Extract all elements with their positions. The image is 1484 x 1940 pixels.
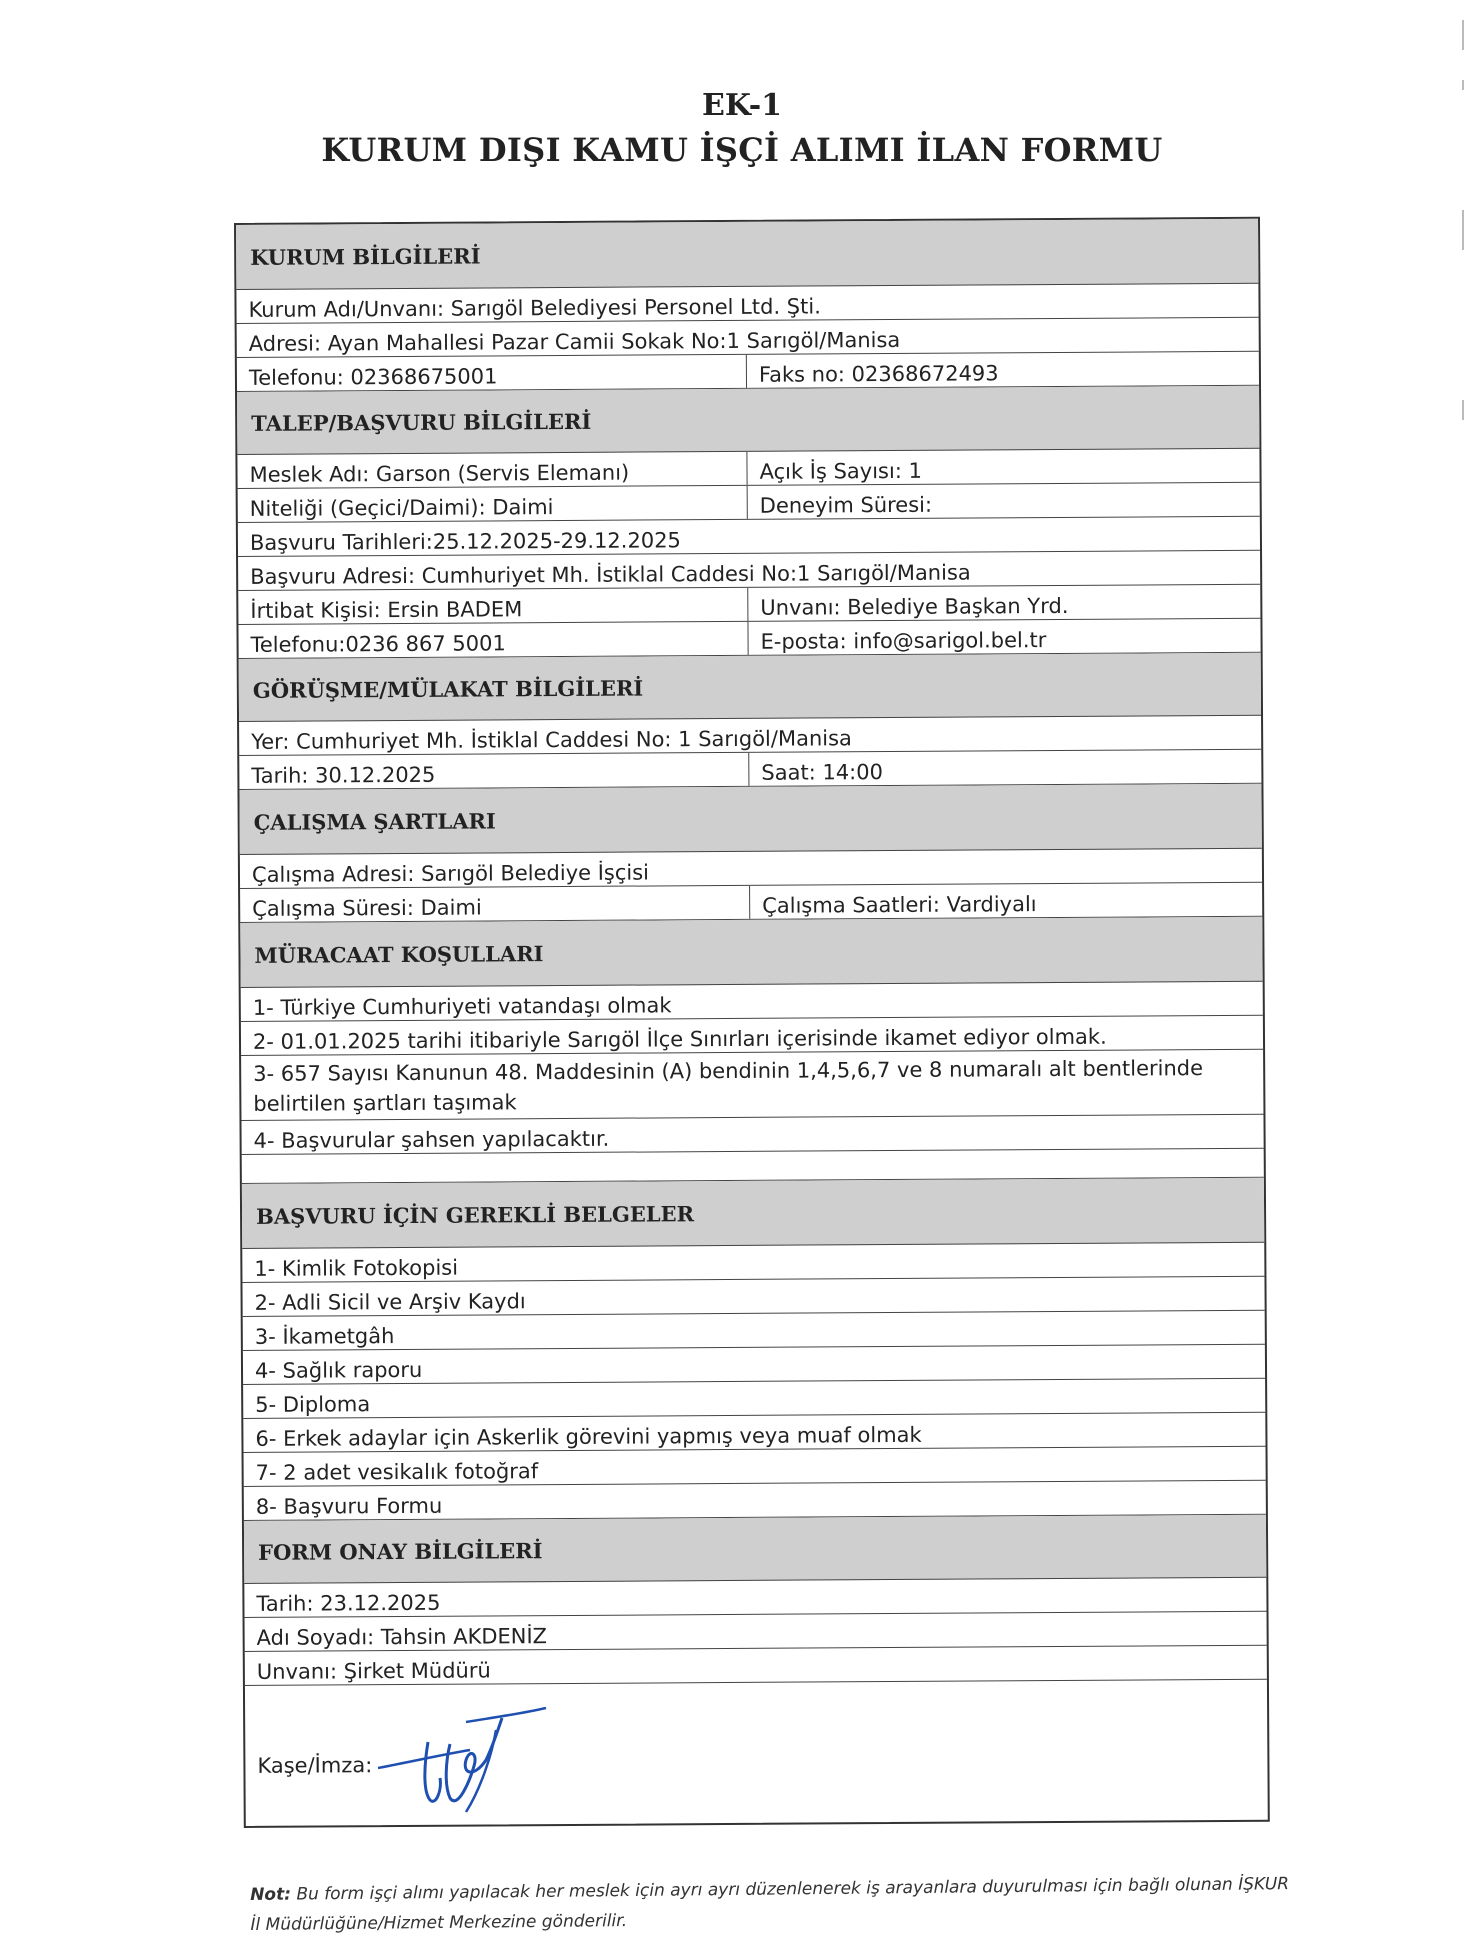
document-heading	[0, 84, 1484, 172]
section-muracaat-title: MÜRACAAT KOŞULLARI	[240, 917, 1262, 988]
announcement-form	[234, 217, 1270, 1828]
calisma-saatleri: Çalışma Saatleri: Vardiyalı	[762, 892, 1037, 918]
muracaat-kosulu-4: 4- Başvurular şahsen yapılacaktır.	[253, 1126, 610, 1153]
note-label: Not:	[250, 1884, 292, 1905]
footer-note	[250, 1869, 1291, 1940]
calisma-adresi: Çalışma Adresi: Sarıgöl Belediye İşçisi	[251, 860, 650, 887]
irtibat-kisisi: İrtibat Kişisi: Ersin BADEM	[238, 588, 748, 624]
belge-8: 8- Başvuru Formu	[255, 1493, 443, 1519]
section-gorusme-title: GÖRÜŞME/MÜLAKAT BİLGİLERİ	[239, 653, 1261, 722]
muracaat-kosulu-3: 3- 657 Sayısı Kanunun 48. Maddesinin (A) bendinin 1,4,5,6,7 ve 8 numaralı alt bentlerinde belirtilen şartları taşımak	[253, 1056, 1204, 1116]
belge-1: 1- Kimlik Fotokopisi	[254, 1255, 459, 1281]
gorusme-tarih: Tarih: 30.12.2025	[239, 753, 749, 789]
kurum-faks: Faks no: 02368672493	[758, 361, 999, 387]
kurum-telefon: Telefonu: 02368675001	[237, 355, 747, 391]
section-belgeler-title: BAŞVURU İÇİN GEREKLİ BELGELER	[242, 1178, 1264, 1249]
list-item	[241, 1050, 1263, 1121]
niteligi: Niteliği (Geçici/Daimi): Daimi	[238, 486, 748, 522]
section-kurum-title: KURUM BİLGİLERİ	[236, 219, 1258, 290]
note-text: Bu form işçi alımı yapılacak her meslek için ayrı ayrı düzenlenerek iş arayanlara duyurulması için bağlı olunan İŞKUR İl Müdürlüğüne/Hizmet Merkezine gönderilir.	[250, 1874, 1290, 1935]
irtibat-unvani: Unvanı: Belediye Başkan Yrd.	[760, 593, 1069, 620]
irtibat-telefonu: Telefonu:0236 867 5001	[238, 622, 748, 658]
meslek-adi: Meslek Adı: Garson (Servis Elemanı)	[237, 452, 747, 488]
kurum-adres: Adresi: Ayan Mahallesi Pazar Camii Sokak No:1 Sarıgöl/Manisa	[248, 327, 901, 356]
section-onay-title: FORM ONAY BİLGİLERİ	[244, 1515, 1266, 1584]
irtibat-eposta: E-posta: info@sarigol.bel.tr	[760, 628, 1047, 654]
belge-3: 3- İkametgâh	[254, 1324, 395, 1349]
muracaat-kosulu-1: 1- Türkiye Cumhuriyeti vatandaşı olmak	[252, 993, 672, 1020]
onay-unvani: Unvanı: Şirket Müdürü	[256, 1658, 491, 1684]
gorusme-yer: Yer: Cumhuriyet Mh. İstiklal Caddesi No: 1 Sarıgöl/Manisa	[251, 726, 852, 754]
form-title: KURUM DIŞI KAMU İŞÇİ ALIMI İLAN FORMU	[321, 131, 1163, 169]
onay-adi-soyadi: Adı Soyadı: Tahsin AKDENİZ	[256, 1624, 548, 1650]
annex-label: EK-1	[701, 88, 783, 123]
belge-7: 7- 2 adet vesikalık fotoğraf	[255, 1459, 539, 1485]
signature-image	[370, 1700, 600, 1840]
section-talep-title: TALEP/BAŞVURU BİLGİLERİ	[237, 386, 1259, 455]
muracaat-kosulu-2: 2- 01.01.2025 tarihi itibariyle Sarıgöl İlçe Sınırları içerisinde ikamet ediyor olmak.	[252, 1024, 1107, 1054]
belge-2: 2- Adli Sicil ve Arşiv Kaydı	[254, 1289, 526, 1315]
kase-imza-label: Kaşe/İmza:	[257, 1753, 373, 1778]
basvuru-adresi: Başvuru Adresi: Cumhuriyet Mh. İstiklal Caddesi No:1 Sarıgöl/Manisa	[250, 560, 971, 589]
gorusme-saat: Saat: 14:00	[761, 760, 884, 785]
calisma-suresi: Çalışma Süresi: Daimi	[240, 886, 750, 922]
onay-tarih: Tarih: 23.12.2025	[256, 1590, 441, 1616]
belge-6: 6- Erkek adaylar için Askerlik görevini yapmış veya muaf olmak	[255, 1422, 922, 1451]
acik-is-sayisi: Açık İş Sayısı: 1	[759, 458, 922, 484]
belge-4: 4- Sağlık raporu	[254, 1357, 423, 1383]
belge-5: 5- Diploma	[255, 1392, 371, 1417]
basvuru-tarihleri: Başvuru Tarihleri:25.12.2025-29.12.2025	[249, 528, 681, 555]
deneyim-suresi: Deneyim Süresi:	[759, 492, 933, 518]
kurum-adi: Kurum Adı/Unvanı: Sarıgöl Belediyesi Personel Ltd. Şti.	[248, 294, 821, 322]
scan-marks	[1462, 20, 1466, 440]
section-calisma-title: ÇALIŞMA ŞARTLARI	[239, 784, 1261, 855]
